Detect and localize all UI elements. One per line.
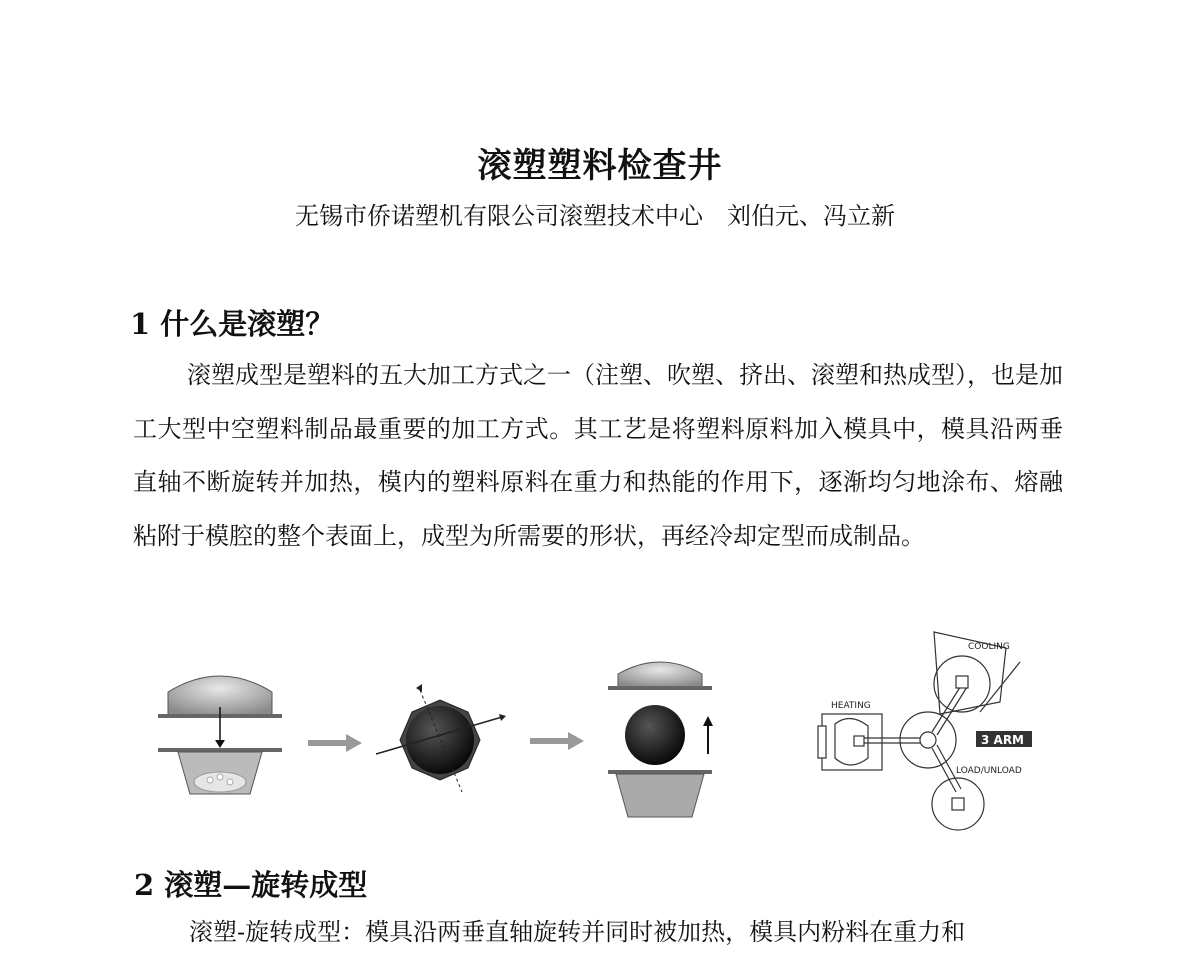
step-1-mold-filling	[158, 676, 282, 794]
process-arrow-1	[308, 734, 362, 752]
section-1-heading: 1 什么是滚塑？	[130, 307, 335, 341]
arm-label: 3 ARM	[981, 733, 1024, 747]
rotomolding-process-figure	[150, 622, 1050, 837]
cooling-label: COOLING	[968, 642, 1010, 652]
heating-label: HEATING	[831, 701, 871, 711]
process-illustration	[150, 622, 1050, 837]
step-2-rotation-heating	[376, 684, 506, 792]
process-arrow-2	[530, 732, 584, 750]
section-1-paragraph: 滚塑成型是塑料的五大加工方式之一（注塑、吹塑、挤出、滚塑和热成型），也是加工大型中空塑料制品最重要的加工方式。其工艺是将塑料原料加入模具中，模具沿两垂直轴不断旋转并加热，模内的塑料原料在重力和热能的作用下，逐渐均匀地涂布、熔融粘附于模腔的整个表面上，成型为所需要的形状，再经冷却定型而成制品。	[133, 361, 1063, 550]
document-authors: 无锡市侨诺塑机有限公司滚塑技术中心 刘伯元、冯立新	[295, 202, 895, 230]
load-unload-label: LOAD/UNLOAD	[956, 766, 1022, 776]
section-2-paragraph: 滚塑-旋转成型：模具沿两垂直轴旋转并同时被加热，模具内粉料在重力和	[189, 918, 966, 946]
section-2-heading: 2 滚塑—旋转成型	[134, 868, 368, 902]
document-title: 滚塑塑料检查井	[477, 146, 723, 186]
step-3-demolding	[608, 662, 713, 817]
